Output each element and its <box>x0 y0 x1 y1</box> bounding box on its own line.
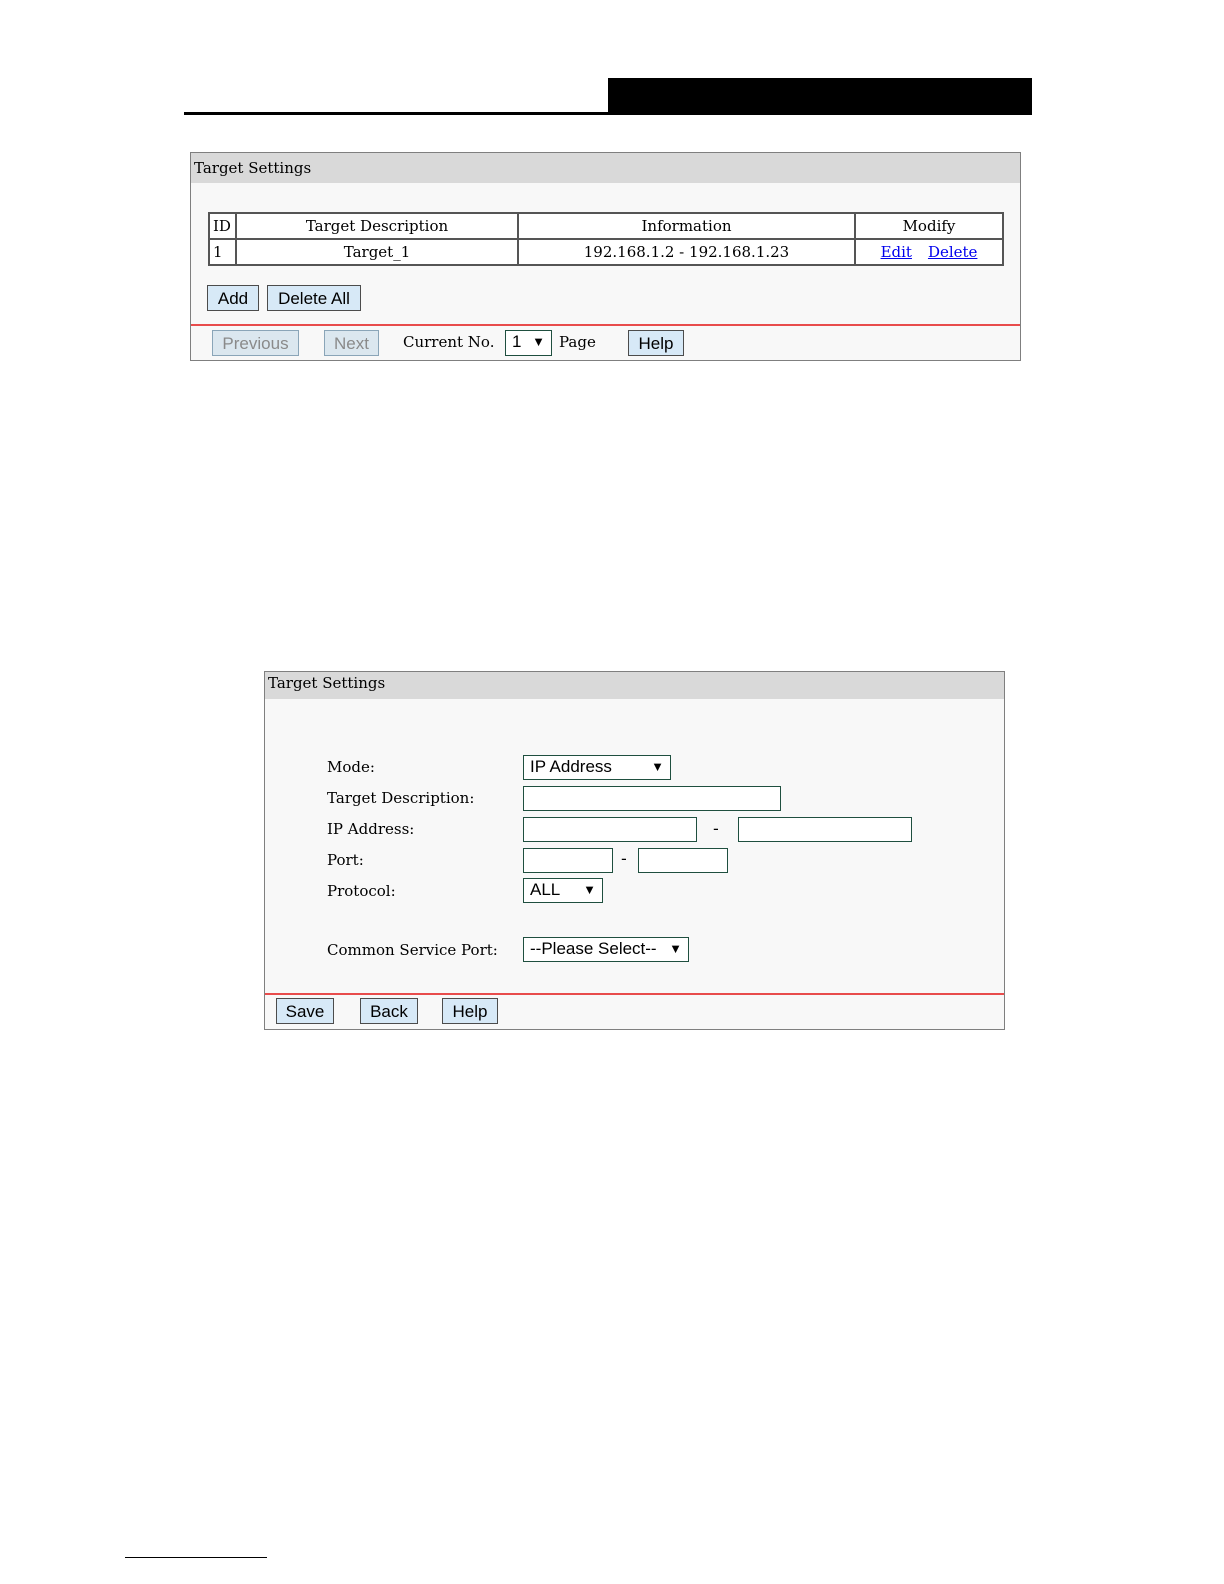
port-start-input[interactable] <box>523 848 613 873</box>
common-service-port-value: --Please Select-- <box>530 939 657 958</box>
protocol-select-value: ALL <box>530 880 561 899</box>
targets-table <box>208 212 1004 266</box>
port-label: Port: <box>327 851 364 869</box>
panel-title: Target Settings <box>191 153 1020 183</box>
port-range-separator: - <box>621 849 627 868</box>
delete-link[interactable]: Delete <box>927 243 978 261</box>
mode-select[interactable] <box>523 755 671 780</box>
delete-all-button[interactable]: Delete All <box>267 285 361 311</box>
current-no-label: Current No. <box>403 333 495 351</box>
back-button[interactable]: Back <box>360 998 418 1024</box>
page-header-bar <box>608 78 1032 115</box>
table-header-row <box>209 213 1003 239</box>
target-form-panel <box>264 671 1005 1030</box>
common-service-port-label: Common Service Port: <box>327 941 498 959</box>
help-button[interactable]: Help <box>628 330 684 356</box>
row-information: 192.168.1.2 - 192.168.1.23 <box>518 239 855 265</box>
row-id: 1 <box>209 239 236 265</box>
target-description-label: Target Description: <box>327 789 475 807</box>
page-select-value: 1 <box>512 332 522 351</box>
common-service-port-select[interactable] <box>523 937 689 962</box>
row-modify <box>855 239 1003 265</box>
header-description: Target Description <box>236 213 518 239</box>
dropdown-arrow-icon: ▼ <box>669 941 682 956</box>
panel-title: Target Settings <box>265 672 1004 699</box>
protocol-select[interactable] <box>523 878 603 903</box>
dropdown-arrow-icon: ▼ <box>583 882 596 897</box>
edit-link[interactable]: Edit <box>880 243 912 261</box>
table-row <box>209 239 1003 265</box>
ip-address-start-input[interactable] <box>523 817 697 842</box>
page-label: Page <box>559 333 596 351</box>
port-end-input[interactable] <box>638 848 728 873</box>
header-id: ID <box>209 213 236 239</box>
dropdown-arrow-icon: ▼ <box>651 759 664 774</box>
panel-divider <box>191 324 1020 326</box>
page-footer-rule <box>125 1557 267 1558</box>
header-information: Information <box>518 213 855 239</box>
help-button[interactable]: Help <box>442 998 498 1024</box>
protocol-label: Protocol: <box>327 882 396 900</box>
row-description: Target_1 <box>236 239 518 265</box>
page-select[interactable] <box>505 330 552 356</box>
previous-button[interactable]: Previous <box>212 330 299 356</box>
page-header-rule <box>184 112 1032 115</box>
target-description-input[interactable] <box>523 786 781 811</box>
panel-divider <box>265 993 1004 995</box>
save-button[interactable]: Save <box>276 998 334 1024</box>
mode-select-value: IP Address <box>530 757 612 776</box>
dropdown-arrow-icon: ▼ <box>532 334 545 349</box>
add-button[interactable]: Add <box>207 285 259 311</box>
ip-range-separator: - <box>713 819 719 838</box>
next-button[interactable]: Next <box>324 330 379 356</box>
target-list-panel <box>190 152 1021 361</box>
header-modify: Modify <box>855 213 1003 239</box>
ip-address-end-input[interactable] <box>738 817 912 842</box>
ip-address-label: IP Address: <box>327 820 415 838</box>
mode-label: Mode: <box>327 758 375 776</box>
